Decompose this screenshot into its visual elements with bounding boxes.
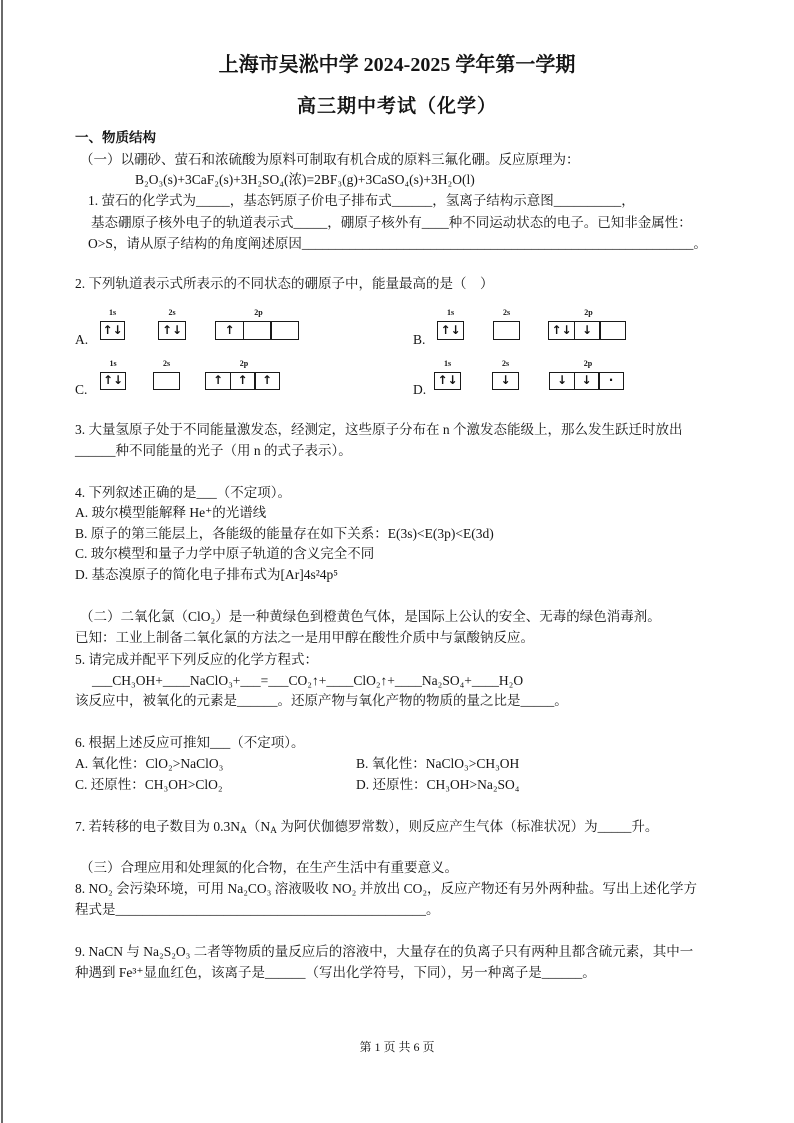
orbital-box: ↑↓ [434,372,461,390]
orbital-box: ↑↓ [437,321,464,340]
part-3-intro: （三）合理应用和处理氮的化合物，在生产生活中有重要意义。 [80,860,458,875]
question-1-line-3: O>S，请从原子结构的角度阐述原因__________________________________________________________。 [88,236,707,251]
question-6-option-b: B. 氧化性：NaClO₃>CH₃OH [356,756,520,771]
question-2-stem: 2. 下列轨道表示式所表示的不同状态的硼原子中，能量最高的是（ ） [75,276,494,291]
question-6-option-d: D. 还原性：CH₃OH>Na₂SO₄ [356,777,520,792]
orbital-label: 2p [583,359,593,368]
orbital-label: 1s [446,308,455,317]
option-letter: D. [413,382,427,397]
question-1-line-2: 基态硼原子核外电子的轨道表示式_____，硼原子核外有____种不同运动状态的电子。已知非金属性： [91,215,692,230]
orbital-box: ↓ [549,372,575,390]
question-9-line-2: 种遇到 Fe³⁺显血红色，该离子是______（写出化学符号，下同），另一种离子是______。 [75,965,596,980]
orbital-box: ↑↓ [100,321,125,340]
orbital-box [270,321,299,340]
orbital-label: 1s [108,308,117,317]
exam-subtitle: 高三期中考试（化学） [296,96,497,117]
question-5-follow-up: 该反应中，被氧化的元素是______。还原产物与氧化产物的物质的量之比是_____。 [75,693,568,708]
orbital-box [153,372,180,390]
question-6-option-a: A. 氧化性：ClO₂>NaClO₃ [75,756,224,771]
question-7-subscript-2: A [270,826,277,836]
question-5-equation: ___CH₃OH+____NaClO₃+___=___CO₂↑+____ClO₂↑+____Na₂SO₄+____H₂O [92,673,524,688]
orbital-box: · [598,372,624,390]
orbital-box: ↑↓ [158,321,186,340]
orbital-box: ↑ [230,372,256,390]
question-4-stem: 4. 下列叙述正确的是___（不定项）。 [75,485,291,500]
question-4-option-b: B. 原子的第三能层上，各能级的能量存在如下关系：E(3s)<E(3p)<E(3d) [75,526,494,541]
question-7 [75,818,658,836]
question-3-line-1: 3. 大量氢原子处于不同能量激发态，经测定，这些原子分布在 n 个激发态能级上，那么发生跃迁时放出 [75,422,683,437]
section-heading: 一、物质结构 [75,130,156,145]
part-2-intro: （二）二氧化氯（ClO₂）是一种黄绿色到橙黄色气体，是国际上公认的安全、无毒的绿色消毒剂。 [80,609,661,624]
part-2-known: 已知：工业上制备二氧化氯的方法之一是用甲醇在酸性介质中与氯酸钠反应。 [75,630,534,645]
orbital-box: ↑ [205,372,231,390]
orbital-label: 2p [254,308,263,317]
question-1-line-1: 1. 萤石的化学式为_____，基态钙原子价电子排布式______，氢离子结构示意图__________， [88,193,635,208]
option-letter: A. [75,332,89,347]
page-number: 第 1 页 共 6 页 [359,1040,435,1054]
orbital-box: ↓ [574,321,601,340]
orbital-label: 2p [239,359,249,368]
orbital-box: ↑ [215,321,244,340]
question-8-line-1: 8. NO₂ 会污染环境，可用 Na₂CO₃ 溶液吸收 NO₂ 并放出 CO₂，反应产物还有另外两种盐。写出上述化学方 [75,881,698,896]
exam-title: 上海市吴淞中学 2024-2025 学年第一学期 [218,54,576,76]
orbital-box [599,321,626,340]
part-1-intro: （一）以硼砂、萤石和浓硫酸为原料可制取有机合成的原料三氟化硼。反应原理为： [80,152,580,167]
question-7-subscript-1: A [240,826,247,836]
part-1-equation: B₂O₃(s)+3CaF₂(s)+3H₂SO₄(浓)=2BF₃(g)+3CaSO₄(s)+3H₂O(l) [135,172,475,187]
question-7-text-2: （N [246,819,271,834]
orbital-box: ↑↓ [100,372,126,390]
question-7-text-3: 为阿伏伽德罗常数），则反应产生气体（标准状况）为_____升。 [277,819,659,834]
orbital-label: 2s [501,359,510,368]
orbital-box [493,321,520,340]
question-4-option-d: D. 基态溴原子的简化电子排布式为[Ar]4s²4p⁵ [75,567,338,582]
question-6-option-c: C. 还原性：CH₃OH>ClO₂ [75,777,223,792]
orbital-box: ↓ [492,372,519,390]
option-letter: B. [413,332,426,347]
orbital-box: ↑ [254,372,280,390]
question-6-stem: 6. 根据上述反应可推知___（不定项）。 [75,735,305,750]
orbital-label: 2p [584,308,593,317]
orbital-label: 2s [502,308,511,317]
orbital-label: 1s [443,359,452,368]
orbital-label: 1s [109,359,117,368]
option-letter: C. [75,382,88,397]
question-5-stem: 5. 请完成并配平下列反应的化学方程式： [75,652,318,667]
question-8-line-2: 程式是______________________________________________。 [75,902,440,917]
question-3-line-2: ______种不同能量的光子（用 n 的式子表示）。 [75,443,352,458]
orbital-label: 2s [162,359,171,368]
question-7-text-1: 7. 若转移的电子数目为 0.3N [75,819,240,834]
question-9-line-1: 9. NaCN 与 Na₂S₂O₃ 二者等物质的量反应后的溶液中，大量存在的负离子只有两种且都含硫元素，其中一 [75,944,694,959]
question-4-option-c: C. 玻尔模型和量子力学中原子轨道的含义完全不同 [75,546,375,561]
orbital-label: 2s [168,308,176,317]
question-4-option-a: A. 玻尔模型能解释 He⁺的光谱线 [75,505,267,520]
orbital-box: ↑↓ [548,321,575,340]
scan-edge [1,0,3,1123]
orbital-box: ↓ [574,372,600,390]
orbital-box [243,321,272,340]
